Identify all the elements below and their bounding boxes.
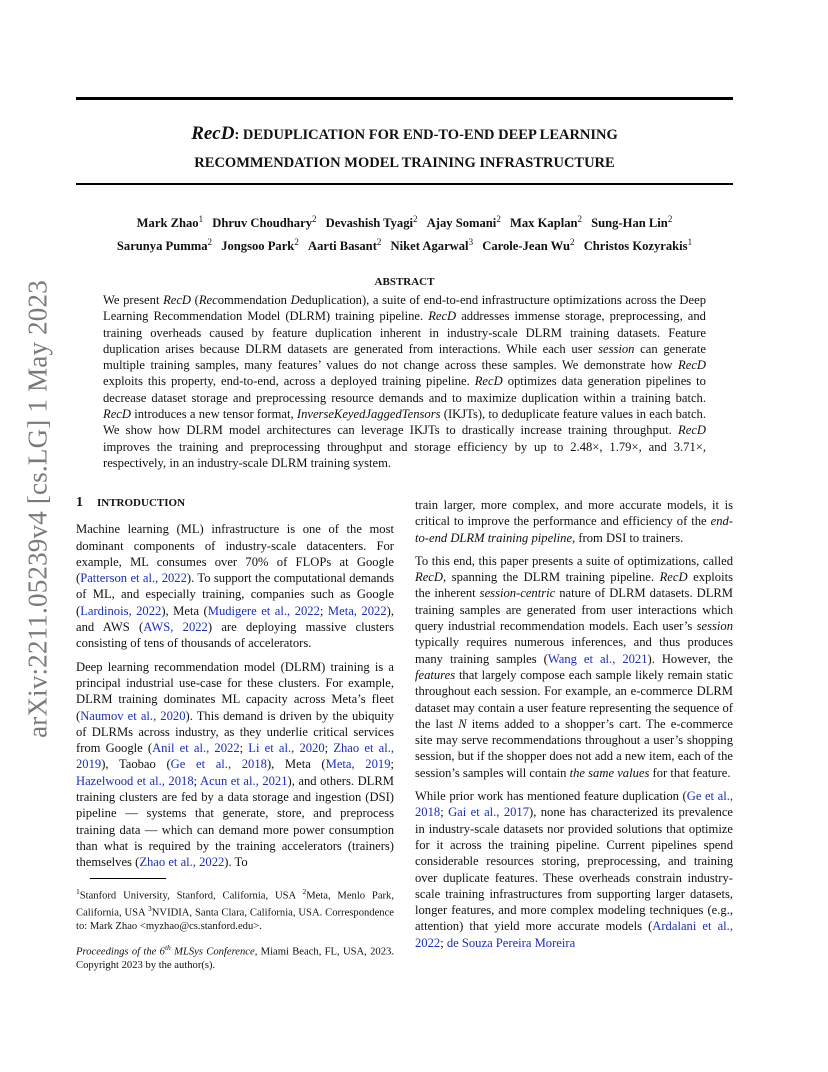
arxiv-identifier-text: arXiv:2211.05239v4 [cs.LG] 1 May 2023 <box>22 280 53 738</box>
citation-link[interactable]: Gai et al., 2017 <box>448 805 530 820</box>
citation-link[interactable]: Wang et al., 2021 <box>547 651 648 666</box>
arxiv-identifier <box>22 280 53 738</box>
citation-link[interactable]: Lardinois, 2022 <box>80 603 162 618</box>
author-list <box>76 210 733 256</box>
author: Sung-Han Lin$^2$ <box>591 214 673 231</box>
citation-link[interactable]: Mudigere et al., 2022 <box>207 603 320 618</box>
author: Aarti Basant$^2$ <box>307 237 382 254</box>
author: Ajay Somani$^2$ <box>426 214 501 231</box>
author: Christos Kozyrakis$^1$ <box>583 237 693 254</box>
abstract-text: We present RecD (Recommendation Deduplication), a suite of end-to-end infrastructure optimizations across the Deep Learning Recommendation Model (DLRM) training pipeline. RecD addresses immense storage, preprocessing, and training overheads caused by feature duplication inherent in industry-scale DLRM training datasets. Feature duplication arises because DLRM datasets are generated from interactions. While each user session can generate multiple training samples, many features’ values do not change across these samples. We demonstrate how RecD exploits this property, end-to-end, across a deployed training pipeline. RecD optimizes data generation pipelines to decrease dataset storage and preprocessing resource demands and to maximize duplication within a training batch. RecD introduces a new tensor format, InverseKeyedJaggedTensors (IKJTs), to deduplicate feature values in each batch. We show how DLRM model architectures can leverage IKJTs to drastically increase training throughput. RecD improves the training and preprocessing throughput and storage efficiency by up to 2.48×, 1.79×, and 3.71×, respectively, in an industry-scale DLRM training system. <box>103 293 707 470</box>
right-column <box>415 497 733 958</box>
section-heading-introduction: 1 INTRODUCTION <box>76 495 186 510</box>
left-column <box>76 495 394 979</box>
footnote-affiliations: $^1$Stanford University, Stanford, California, USA $^2$Meta, Menlo Park, California, USA $^3$NVIDIA, Santa Clara, California, USA. Correspondence to: Mark Zhao <myzhao@cs.stanford.edu>. <box>76 886 394 933</box>
citation-link[interactable]: Anil et al., 2022 <box>152 741 240 756</box>
citation-link[interactable]: Acun et al., 2021 <box>199 773 288 788</box>
intro-paragraph-4: To this end, this paper presents a suite of optimizations, called RecD, spanning the DLRM training pipeline. RecD exploits the inherent session-centric nature of DLRM datasets. DLRM training samples are generated from user interactions which query industrial recommendation models. Each user’s session typically requires numerous inferences, and thus produces many training samples (Wang et al., 2021). However, the features that largely compose each sample likely remain static throughout each session. For example, an e-commerce DLRM dataset may contain a user feature representing the sequence of the last N items added to a shopper’s cart. The e-commerce site may serve recommendations throughout a user’s shopping session, but if the shopper does not add a new item, each of the session’s samples will contain the same values for that feature. <box>415 553 734 780</box>
intro-paragraph-5: While prior work has mentioned feature duplication (Ge et al., 2018; Gai et al., 2017), none has characterized its prevalence in industry-scale datasets nor provided solutions that optimize for it across the training pipeline. Current pipelines spend considerable resources storing, preprocessing, and training over duplicate features. These overheads constrain industry-scale training infrastructures from supporting larger datasets, longer features, and more complex modeling techniques (e.g., attention) that yield more accurate models (Ardalani et al., 2022; de Souza Pereira Moreira <box>415 789 733 950</box>
paper-title <box>76 120 733 176</box>
title-rule-bottom <box>76 183 733 185</box>
author: Carole-Jean Wu$^2$ <box>482 237 575 254</box>
citation-link[interactable]: Zhao et al., 2022 <box>139 855 225 870</box>
citation-link[interactable]: de Souza Pereira Moreira <box>446 935 576 950</box>
title-line-1: RecD: DEDUPLICATION FOR END-TO-END DEEP LEARNING <box>191 123 618 144</box>
citation-link[interactable]: Patterson et al., 2022 <box>80 571 187 586</box>
citation-link[interactable]: Meta, 2019 <box>325 757 391 772</box>
citation-link[interactable]: Zhao et al., 2019 <box>76 741 394 772</box>
author: Mark Zhao$^1$ <box>136 214 204 231</box>
proceedings-note: Proceedings of the 6th MLSys Conference, Miami Beach, FL, USA, 2023. Copyright 2023 by the author(s). <box>76 942 394 971</box>
abstract-heading: ABSTRACT <box>374 276 435 288</box>
author: Niket Agarwal$^3$ <box>390 237 474 254</box>
author: Dhruv Choudhary$^2$ <box>212 214 317 231</box>
citation-link[interactable]: Meta, 2022 <box>327 603 387 618</box>
citation-link[interactable]: Ge et al., 2018 <box>415 789 733 820</box>
citation-link[interactable]: Li et al., 2020 <box>248 741 325 756</box>
intro-paragraph-3: train larger, more complex, and more accurate models, it is critical to improve the performance and efficiency of the end-to-end DLRM training pipeline, from DSI to trainers. <box>415 498 733 545</box>
author: Jongsoo Park$^2$ <box>221 237 299 254</box>
intro-paragraph-1: Machine learning (ML) infrastructure is one of the most dominant components of industry-scale datacenters. For example, ML consumes over 70% of FLOPs at Google (Patterson et al., 2022). To support the computational demands of ML, and especially training, companies such as Google (Lardinois, 2022), Meta (Mudigere et al., 2022; Meta, 2022), and AWS (AWS, 2022) are deploying massive clusters consisting of tens of thousands of accelerators. <box>76 522 394 651</box>
title-rule-top <box>76 97 733 100</box>
title-line-2: RECOMMENDATION MODEL TRAINING INFRASTRUCTURE <box>194 155 615 171</box>
citation-link[interactable]: Hazelwood et al., 2018 <box>76 773 194 788</box>
author: Sarunya Pumma$^2$ <box>116 237 213 254</box>
citation-link[interactable]: AWS, 2022 <box>143 620 208 635</box>
footnote-rule <box>90 878 166 879</box>
author: Devashish Tyagi$^2$ <box>325 214 418 231</box>
citation-link[interactable]: Naumov et al., 2020 <box>80 708 186 723</box>
author: Max Kaplan$^2$ <box>509 214 582 231</box>
citation-link[interactable]: Ge et al., 2018 <box>170 757 267 772</box>
intro-paragraph-2: Deep learning recommendation model (DLRM) training is a principal industrial use-case for these clusters. For example, DLRM training dominates ML capacity across Meta’s fleet (Naumov et al., 2020). This demand is driven by the ubiquity of DLRMs across industry, as they underlie critical services from Google (Anil et al., 2022; Li et al., 2020; Zhao et al., 2019), Taobao (Ge et al., 2018), Meta (Meta, 2019; Hazelwood et al., 2018; Acun et al., 2021), and others. DLRM training clusters are fed by a data storage and ingestion (DSI) pipeline — systems that generate, store, and preprocess training data — which can demand more power consumption than what is required by the training accelerators (trainers) themselves (Zhao et al., 2022). To <box>76 659 394 870</box>
citation-link[interactable]: Ardalani et al., 2022 <box>415 919 733 950</box>
